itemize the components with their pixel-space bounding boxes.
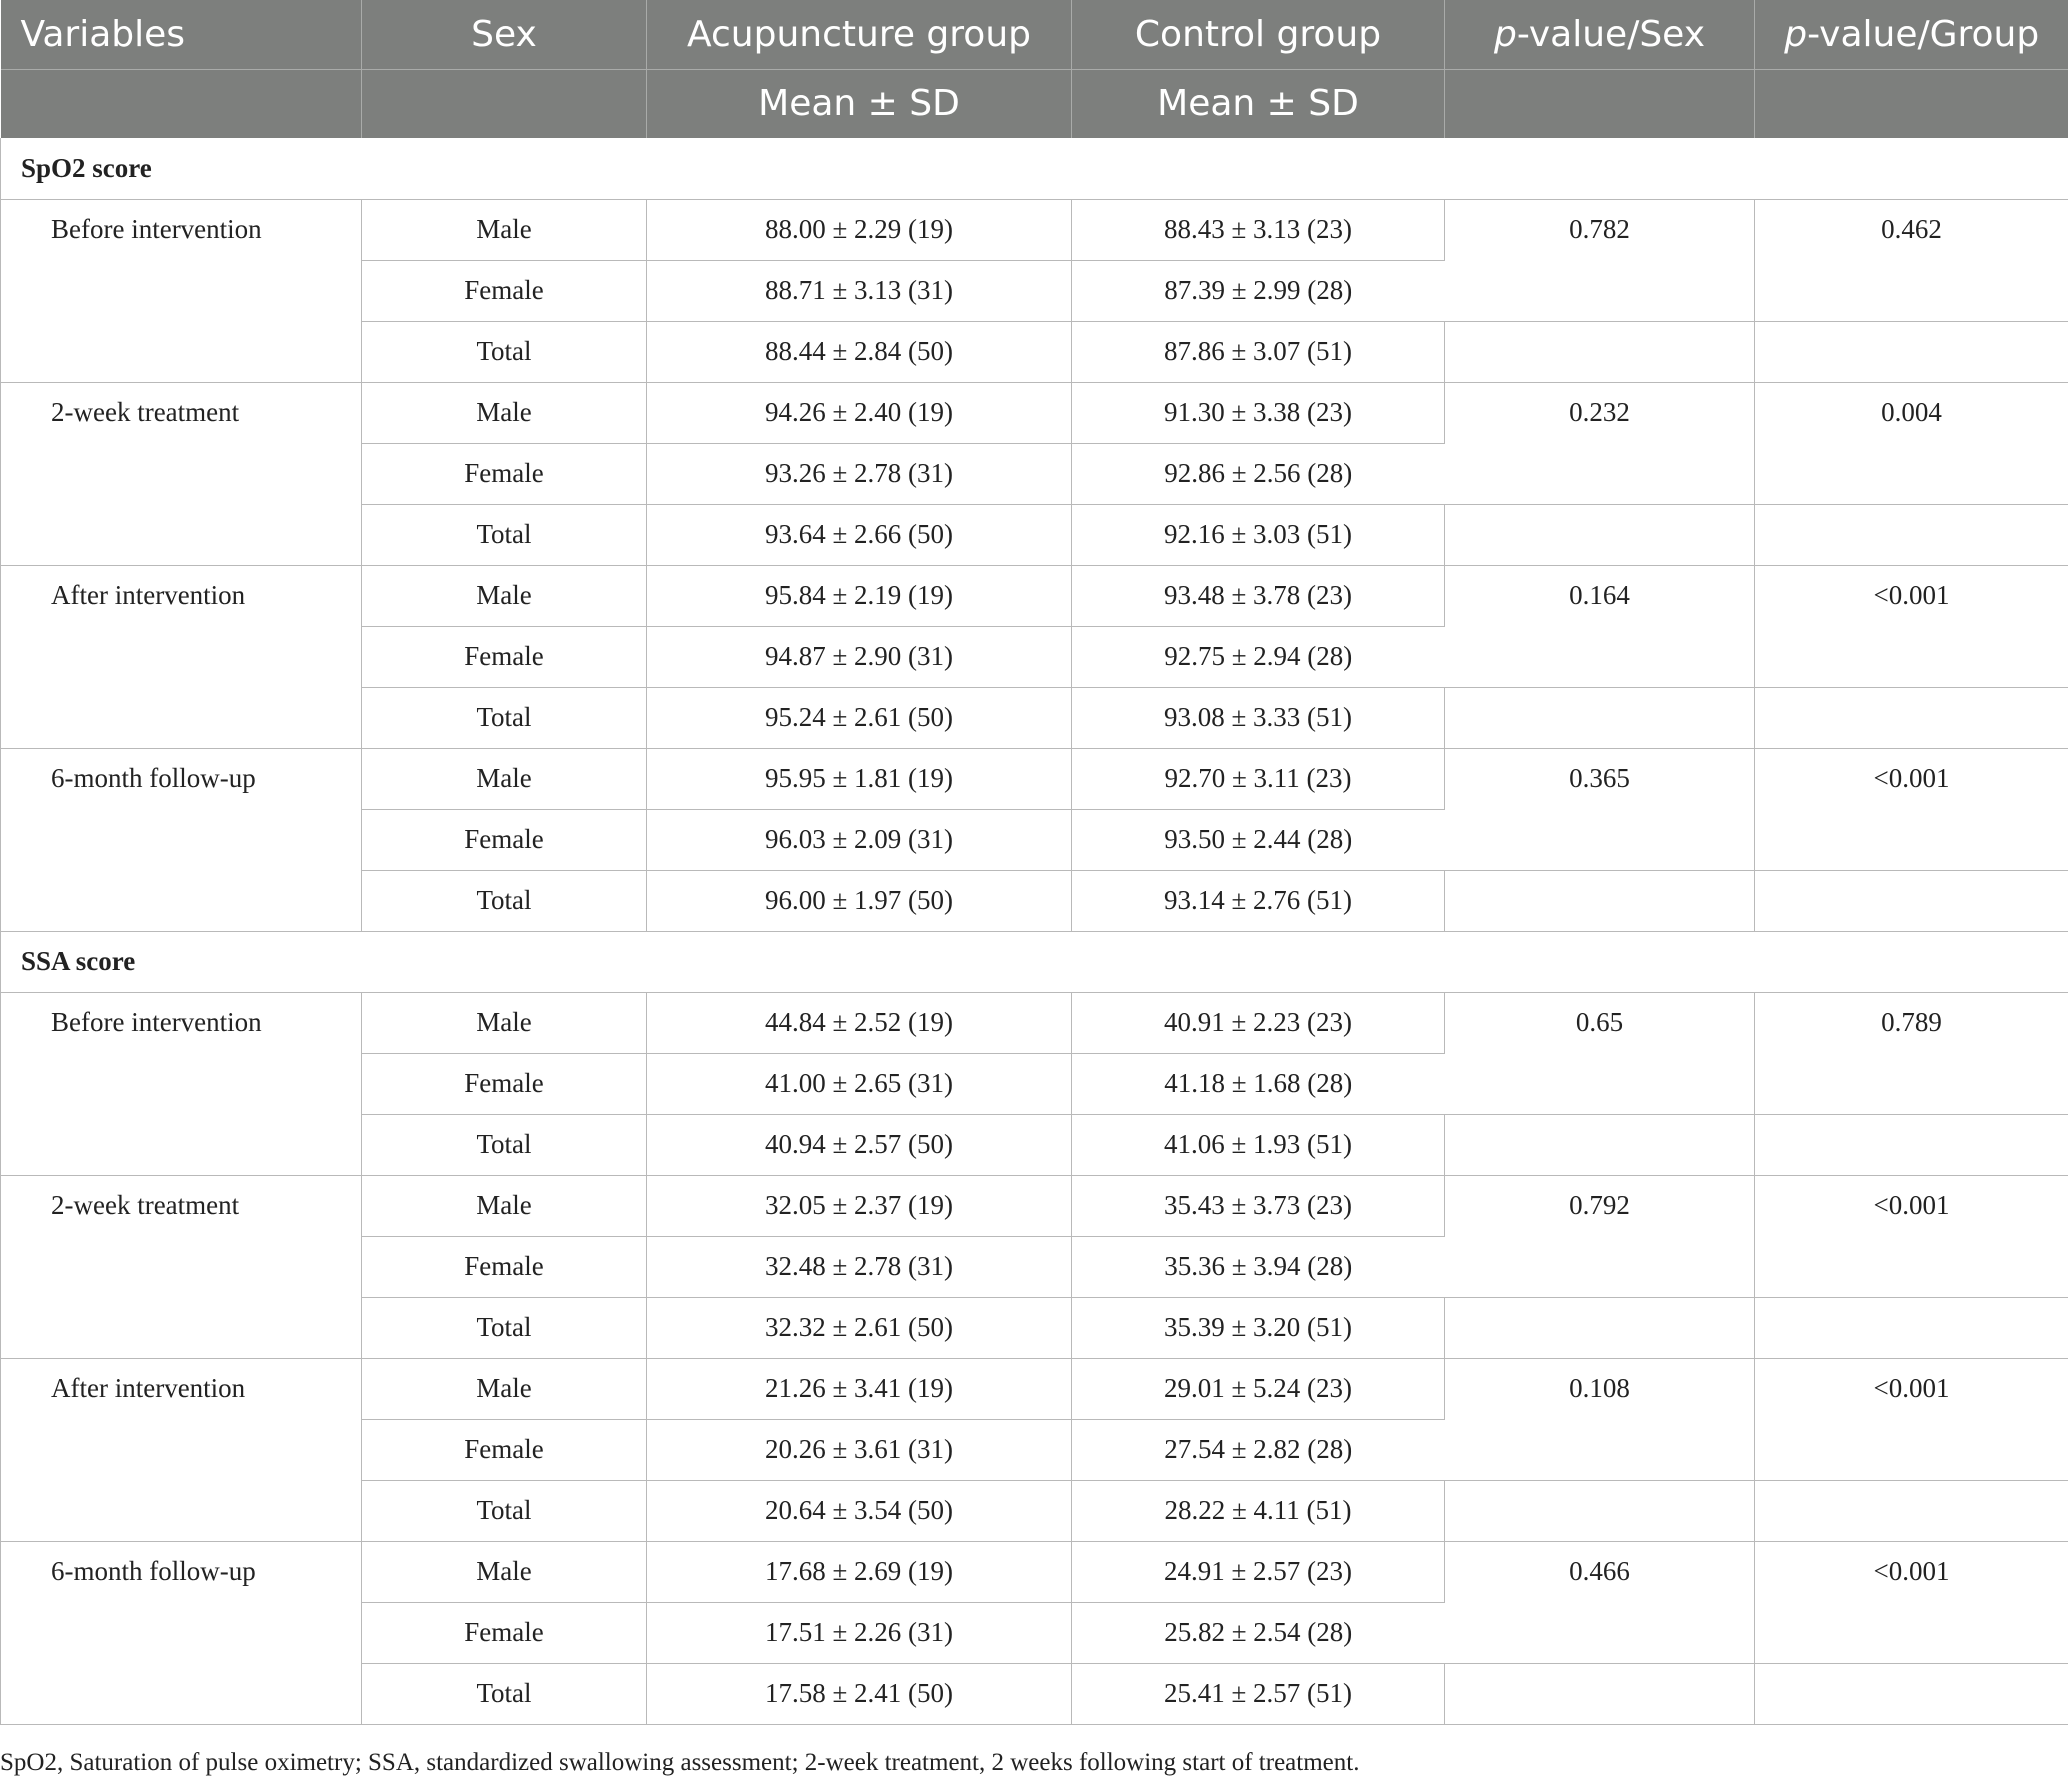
p-value-group: 0.004 [1755,382,2068,504]
p-value-group: 0.789 [1755,992,2068,1114]
timepoint-label: 2-week treatment [1,1175,362,1358]
control-value: 41.06 ± 1.93 (51) [1072,1114,1445,1175]
header-acupuncture-group: Acupuncture group [647,0,1072,69]
table-row [1,992,2068,1053]
timepoint-label: Before intervention [1,199,362,382]
sex-cell: Female [362,1602,647,1663]
section-title: SpO2 score [1,138,2068,199]
acupuncture-value: 17.68 ± 2.69 (19) [647,1541,1072,1602]
p-value-sex: 0.782 [1445,199,1755,321]
acupuncture-value: 40.94 ± 2.57 (50) [647,1114,1072,1175]
acupuncture-value: 44.84 ± 2.52 (19) [647,992,1072,1053]
control-value: 25.82 ± 2.54 (28) [1072,1602,1445,1663]
control-value: 92.16 ± 3.03 (51) [1072,504,1445,565]
control-value: 93.50 ± 2.44 (28) [1072,809,1445,870]
header-sex: Sex [362,0,647,69]
sex-cell: Male [362,992,647,1053]
acupuncture-value: 88.71 ± 3.13 (31) [647,260,1072,321]
timepoint-label: Before intervention [1,992,362,1175]
acupuncture-value: 32.32 ± 2.61 (50) [647,1297,1072,1358]
p-value-group: <0.001 [1755,748,2068,870]
control-value: 87.86 ± 3.07 (51) [1072,321,1445,382]
sex-cell: Female [362,809,647,870]
acupuncture-value: 96.03 ± 2.09 (31) [647,809,1072,870]
p-value-group-empty [1755,687,2068,748]
subheader-empty [1755,69,2068,138]
header-control-group: Control group [1072,0,1445,69]
sex-cell: Total [362,1297,647,1358]
control-value: 92.75 ± 2.94 (28) [1072,626,1445,687]
p-value-sex: 0.365 [1445,748,1755,870]
p-value-sex: 0.792 [1445,1175,1755,1297]
sex-cell: Female [362,260,647,321]
p-value-sex: 0.164 [1445,565,1755,687]
acupuncture-value: 95.84 ± 2.19 (19) [647,565,1072,626]
acupuncture-value: 94.87 ± 2.90 (31) [647,626,1072,687]
p-value-sex: 0.232 [1445,382,1755,504]
acupuncture-value: 96.00 ± 1.97 (50) [647,870,1072,931]
sex-cell: Male [362,1541,647,1602]
acupuncture-value: 32.05 ± 2.37 (19) [647,1175,1072,1236]
control-value: 35.43 ± 3.73 (23) [1072,1175,1445,1236]
table-header [1,0,2068,138]
p-value-sex-empty [1445,1297,1755,1358]
p-value-sex: 0.466 [1445,1541,1755,1663]
sex-cell: Male [362,199,647,260]
acupuncture-value: 20.64 ± 3.54 (50) [647,1480,1072,1541]
p-value-sex-empty [1445,504,1755,565]
p-value-sex: 0.108 [1445,1358,1755,1480]
sex-cell: Total [362,504,647,565]
p-value-sex-empty [1445,1114,1755,1175]
p-value-sex-empty [1445,1663,1755,1724]
control-value: 93.14 ± 2.76 (51) [1072,870,1445,931]
sex-cell: Female [362,626,647,687]
subheader-empty [1,69,362,138]
p-value-group: <0.001 [1755,565,2068,687]
section-row [1,138,2068,199]
timepoint-label: 6-month follow-up [1,748,362,931]
p-value-sex-empty [1445,870,1755,931]
control-value: 92.70 ± 3.11 (23) [1072,748,1445,809]
control-value: 28.22 ± 4.11 (51) [1072,1480,1445,1541]
table-body [1,138,2068,1724]
p-value-sex-empty [1445,687,1755,748]
sex-cell: Male [362,1358,647,1419]
control-value: 29.01 ± 5.24 (23) [1072,1358,1445,1419]
control-value: 87.39 ± 2.99 (28) [1072,260,1445,321]
acupuncture-value: 32.48 ± 2.78 (31) [647,1236,1072,1297]
control-value: 93.48 ± 3.78 (23) [1072,565,1445,626]
p-value-group-empty [1755,1480,2068,1541]
control-value: 35.39 ± 3.20 (51) [1072,1297,1445,1358]
sex-cell: Total [362,687,647,748]
p-value-group-empty [1755,504,2068,565]
acupuncture-value: 17.58 ± 2.41 (50) [647,1663,1072,1724]
header-p-sex-rest: -value/Sex [1516,13,1705,55]
timepoint-label: After intervention [1,565,362,748]
timepoint-label: 6-month follow-up [1,1541,362,1724]
control-value: 25.41 ± 2.57 (51) [1072,1663,1445,1724]
sex-cell: Female [362,1053,647,1114]
section-title: SSA score [1,931,2068,992]
subheader-empty [362,69,647,138]
control-value: 24.91 ± 2.57 (23) [1072,1541,1445,1602]
acupuncture-value: 95.24 ± 2.61 (50) [647,687,1072,748]
p-value-sex-empty [1445,1480,1755,1541]
sex-cell: Total [362,1114,647,1175]
sex-cell: Male [362,565,647,626]
acupuncture-value: 93.64 ± 2.66 (50) [647,504,1072,565]
control-value: 27.54 ± 2.82 (28) [1072,1419,1445,1480]
header-p-italic: p [1784,13,1808,55]
p-value-group-empty [1755,321,2068,382]
p-value-group-empty [1755,1297,2068,1358]
sex-cell: Male [362,382,647,443]
sex-cell: Male [362,1175,647,1236]
sex-cell: Male [362,748,647,809]
p-value-sex-empty [1445,321,1755,382]
timepoint-label: 2-week treatment [1,382,362,565]
acupuncture-value: 95.95 ± 1.81 (19) [647,748,1072,809]
sex-cell: Female [362,1236,647,1297]
p-value-group: <0.001 [1755,1541,2068,1663]
p-value-group-empty [1755,1114,2068,1175]
subheader-row [1,69,2068,138]
control-value: 91.30 ± 3.38 (23) [1072,382,1445,443]
p-value-group-empty [1755,870,2068,931]
sex-cell: Total [362,870,647,931]
p-value-group: 0.462 [1755,199,2068,321]
header-variables: Variables [1,0,362,69]
acupuncture-value: 88.00 ± 2.29 (19) [647,199,1072,260]
subheader-control-mean-sd: Mean ± SD [1072,69,1445,138]
p-value-group: <0.001 [1755,1175,2068,1297]
sex-cell: Total [362,1480,647,1541]
acupuncture-value: 88.44 ± 2.84 (50) [647,321,1072,382]
acupuncture-value: 41.00 ± 2.65 (31) [647,1053,1072,1114]
table-row [1,1175,2068,1236]
header-p-italic: p [1493,13,1517,55]
section-row [1,931,2068,992]
header-row [1,0,2068,69]
table-row [1,1358,2068,1419]
timepoint-label: After intervention [1,1358,362,1541]
subheader-empty [1445,69,1755,138]
sex-cell: Total [362,321,647,382]
table-row [1,1541,2068,1602]
table-row [1,748,2068,809]
acupuncture-value: 94.26 ± 2.40 (19) [647,382,1072,443]
sex-cell: Female [362,443,647,504]
header-p-group-rest: -value/Group [1807,13,2040,55]
acupuncture-value: 20.26 ± 3.61 (31) [647,1419,1072,1480]
table-row [1,565,2068,626]
control-value: 41.18 ± 1.68 (28) [1072,1053,1445,1114]
control-value: 93.08 ± 3.33 (51) [1072,687,1445,748]
p-value-group-empty [1755,1663,2068,1724]
p-value-sex: 0.65 [1445,992,1755,1114]
control-value: 92.86 ± 2.56 (28) [1072,443,1445,504]
sex-cell: Female [362,1419,647,1480]
p-value-group: <0.001 [1755,1358,2068,1480]
table-row [1,382,2068,443]
header-p-value-sex [1445,0,1755,69]
control-value: 40.91 ± 2.23 (23) [1072,992,1445,1053]
table-footnote: SpO2, Saturation of pulse oximetry; SSA, standardized swallowing assessment; 2-week treatment, 2 weeks following start of treatment. [0,1749,1360,1776]
acupuncture-value: 21.26 ± 3.41 (19) [647,1358,1072,1419]
sex-cell: Total [362,1663,647,1724]
subheader-acupuncture-mean-sd: Mean ± SD [647,69,1072,138]
table-row [1,199,2068,260]
control-value: 35.36 ± 3.94 (28) [1072,1236,1445,1297]
control-value: 88.43 ± 3.13 (23) [1072,199,1445,260]
acupuncture-value: 93.26 ± 2.78 (31) [647,443,1072,504]
header-p-value-group [1755,0,2068,69]
acupuncture-value: 17.51 ± 2.26 (31) [647,1602,1072,1663]
